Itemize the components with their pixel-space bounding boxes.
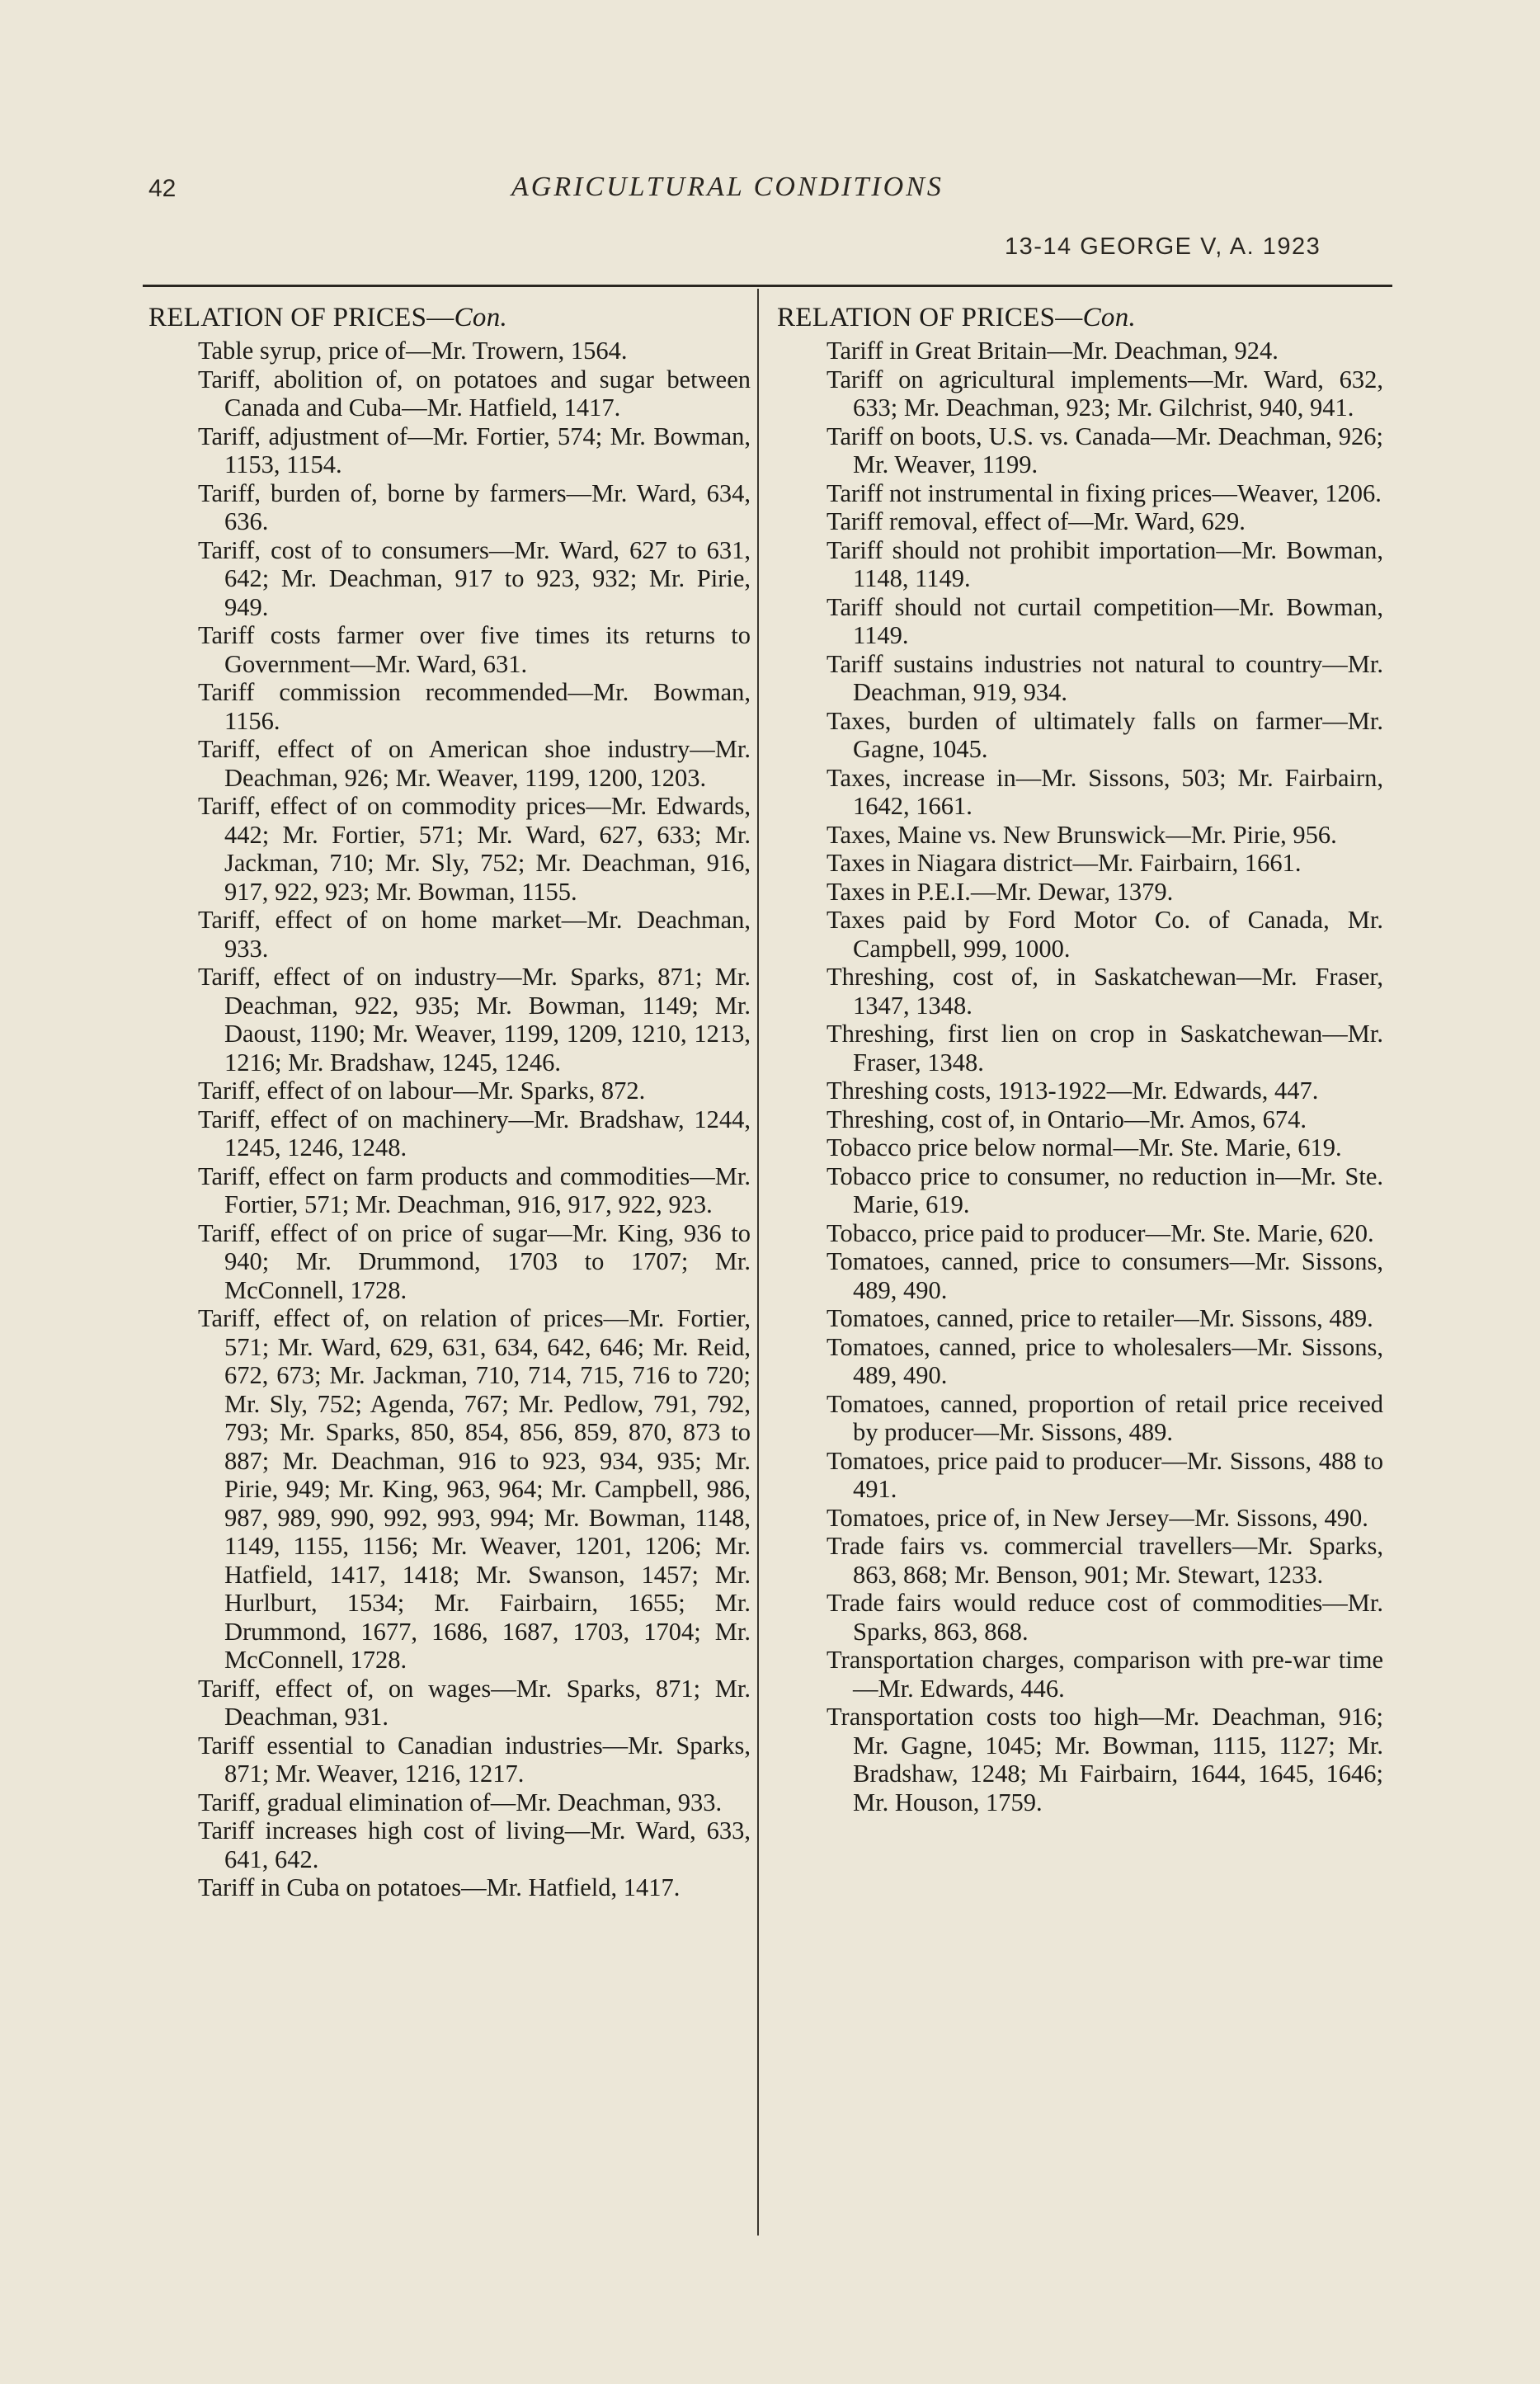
index-entry: Tariff in Great Britain—Mr. Deachman, 924. [827, 337, 1279, 365]
left-column [148, 303, 751, 1902]
index-entry: Tariff should not prohibit importation—Mr. Bowman, 1148, 1149. [827, 535, 1383, 592]
right-heading-con: Con. [1082, 303, 1137, 332]
index-entry: Tariff, effect of on home market—Mr. Deachman, 933. [198, 906, 751, 963]
session-line: 13-14 GEORGE V, A. 1923 [1005, 233, 1321, 260]
index-entry: Tariff, adjustment of—Mr. Fortier, 574; Mr. Bowman, 1153, 1154. [198, 422, 751, 478]
index-entry: Tariff commission recommended—Mr. Bowman, 1156. [198, 678, 751, 735]
index-entry: Taxes paid by Ford Motor Co. of Canada, Mr. Campbell, 999, 1000. [827, 906, 1383, 963]
index-entry: Taxes, Maine vs. New Brunswick—Mr. Pirie, 956. [827, 820, 1337, 849]
index-entry: Tariff, effect of, on relation of prices—Mr. Fortier, 571; Mr. Ward, 629, 631, 634, 642, 646; Mr. Reid, 672, 673; Mr. Jackman, 710, 714, 715, 716 to 720; Mr. Sly, 752; Agenda, 767; Mr. Pedlow, 791, 792, 793; Mr. Sparks, 850, 854, 856, 859, 870, 873 to 887; Mr. Deachman, 916 to 923, 934, 935; Mr. Pirie, 949; Mr. King, 963, 964; Mr. Campbell, 986, 987, 989, 990, 992, 993, 994; Mr. Bowman, 1148, 1149, 1155, 1156; Mr. Weaver, 1201, 1206; Mr. Hatfield, 1417, 1418; Mr. Swanson, 1457; Mr. Hurlburt, 1534; Mr. Fairbairn, 1655; Mr. Drummond, 1677, 1686, 1687, 1703, 1704; Mr. McConnell, 1728. [198, 1304, 751, 1674]
column-divider [757, 289, 759, 2236]
index-entry: Tomatoes, canned, proportion of retail price received by producer—Mr. Sissons, 489. [827, 1389, 1383, 1446]
index-entry: Tomatoes, canned, price to wholesalers—Mr. Sissons, 489, 490. [827, 1332, 1383, 1389]
index-entry: Trade fairs would reduce cost of commodities—Mr. Sparks, 863, 868. [827, 1589, 1383, 1646]
index-entry: Tariff, effect of on commodity prices—Mr. Edwards, 442; Mr. Fortier, 571; Mr. Ward, 627, 633; Mr. Jackman, 710; Mr. Sly, 752; Mr. Deachman, 916, 917, 922, 923; Mr. Bowman, 1155. [198, 792, 751, 906]
index-entry: Tariff, cost of to consumers—Mr. Ward, 627 to 631, 642; Mr. Deachman, 917 to 923, 932; Mr. Pirie, 949. [198, 535, 751, 621]
index-entry: Threshing, first lien on crop in Saskatchewan—Mr. Fraser, 1348. [827, 1020, 1383, 1077]
index-entry: Tariff, gradual elimination of—Mr. Deachman, 933. [198, 1788, 723, 1816]
index-entry: Tariff, abolition of, on potatoes and sugar between Canada and Cuba—Mr. Hatfield, 1417. [198, 365, 751, 422]
index-entry: Tariff removal, effect of—Mr. Ward, 629. [827, 507, 1246, 535]
index-entry: Tariff not instrumental in fixing prices—Weaver, 1206. [827, 478, 1382, 507]
index-entry: Tobacco price below normal—Mr. Ste. Marie, 619. [827, 1133, 1342, 1161]
right-heading-text: RELATION OF PRICES— [777, 303, 1083, 332]
index-entry: Tariff, effect of on machinery—Mr. Bradshaw, 1244, 1245, 1246, 1248. [198, 1105, 751, 1161]
index-entry: Tariff, effect of on labour—Mr. Sparks, 872. [198, 1077, 646, 1105]
index-entry: Tariff, effect of on price of sugar—Mr. King, 936 to 940; Mr. Drummond, 1703 to 1707; Mr. McConnell, 1728. [198, 1218, 751, 1304]
left-section-heading [148, 303, 751, 333]
index-entry: Table syrup, price of—Mr. Trowern, 1564. [198, 337, 628, 365]
index-entry: Tariff, effect of on American shoe industry—Mr. Deachman, 926; Mr. Weaver, 1199, 1200, 1203. [198, 735, 751, 792]
left-heading-con: Con. [454, 303, 508, 332]
running-title: AGRICULTURAL CONDITIONS [511, 172, 944, 202]
index-entry: Tariff, effect on farm products and commodities—Mr. Fortier, 571; Mr. Deachman, 916, 917, 922, 923. [198, 1161, 751, 1218]
right-section-heading [777, 303, 1383, 333]
index-entry: Taxes, increase in—Mr. Sissons, 503; Mr. Fairbairn, 1642, 1661. [827, 763, 1383, 820]
header-rule [143, 285, 1392, 287]
index-entry: Tariff sustains industries not natural to country—Mr. Deachman, 919, 934. [827, 649, 1383, 706]
index-entry: Trade fairs vs. commercial travellers—Mr. Sparks, 863, 868; Mr. Benson, 901; Mr. Stewart, 1233. [827, 1532, 1383, 1589]
index-entry: Tariff increases high cost of living—Mr. Ward, 633, 641, 642. [198, 1816, 751, 1873]
left-heading-text: RELATION OF PRICES— [148, 303, 454, 332]
index-entry: Transportation costs too high—Mr. Deachman, 916; Mr. Gagne, 1045; Mr. Bowman, 1115, 1127; Mr. Bradshaw, 1248; Mı Fairbairn, 1644, 1645, 1646; Mr. Houson, 1759. [827, 1703, 1383, 1816]
index-entry: Tariff, effect of on industry—Mr. Sparks, 871; Mr. Deachman, 922, 935; Mr. Bowman, 1149; Mr. Daoust, 1190; Mr. Weaver, 1199, 1209, 1210, 1213, 1216; Mr. Bradshaw, 1245, 1246. [198, 963, 751, 1077]
index-entry: Tobacco, price paid to producer—Mr. Ste. Marie, 620. [827, 1218, 1374, 1247]
index-entry: Tobacco price to consumer, no reduction in—Mr. Ste. Marie, 619. [827, 1161, 1383, 1218]
index-entry: Taxes in Niagara district—Mr. Fairbairn, 1661. [827, 849, 1302, 877]
index-entry: Tariff in Cuba on potatoes—Mr. Hatfield, 1417. [198, 1873, 681, 1901]
right-column [777, 303, 1383, 1816]
page-number: 42 [148, 175, 177, 202]
index-entry: Tariff essential to Canadian industries—Mr. Sparks, 871; Mr. Weaver, 1216, 1217. [198, 1731, 751, 1788]
index-entry: Threshing, cost of, in Saskatchewan—Mr. Fraser, 1347, 1348. [827, 963, 1383, 1020]
index-entry: Transportation charges, comparison with pre-war time—Mr. Edwards, 446. [827, 1646, 1383, 1703]
index-entry: Tariff, effect of, on wages—Mr. Sparks, 871; Mr. Deachman, 931. [198, 1674, 751, 1731]
index-entry: Tomatoes, canned, price to retailer—Mr. Sissons, 489. [827, 1304, 1373, 1332]
index-entry: Taxes in P.E.I.—Mr. Dewar, 1379. [827, 877, 1174, 906]
index-entry: Tomatoes, price paid to producer—Mr. Sissons, 488 to 491. [827, 1446, 1383, 1503]
index-entry: Threshing, cost of, in Ontario—Mr. Amos, 674. [827, 1105, 1307, 1133]
index-entry: Tomatoes, price of, in New Jersey—Mr. Sissons, 490. [827, 1503, 1368, 1532]
index-entry: Tariff costs farmer over five times its returns to Government—Mr. Ward, 631. [198, 621, 751, 678]
index-entry: Tomatoes, canned, price to consumers—Mr. Sissons, 489, 490. [827, 1247, 1383, 1304]
index-entry: Tariff should not curtail competition—Mr. Bowman, 1149. [827, 592, 1383, 649]
index-entry: Tariff on boots, U.S. vs. Canada—Mr. Deachman, 926; Mr. Weaver, 1199. [827, 422, 1383, 478]
index-entry: Threshing costs, 1913-1922—Mr. Edwards, 447. [827, 1077, 1319, 1105]
index-entry: Taxes, burden of ultimately falls on farmer—Mr. Gagne, 1045. [827, 706, 1383, 763]
index-entry: Tariff, burden of, borne by farmers—Mr. Ward, 634, 636. [198, 478, 751, 535]
index-entry: Tariff on agricultural implements—Mr. Ward, 632, 633; Mr. Deachman, 923; Mr. Gilchrist, 940, 941. [827, 365, 1383, 422]
